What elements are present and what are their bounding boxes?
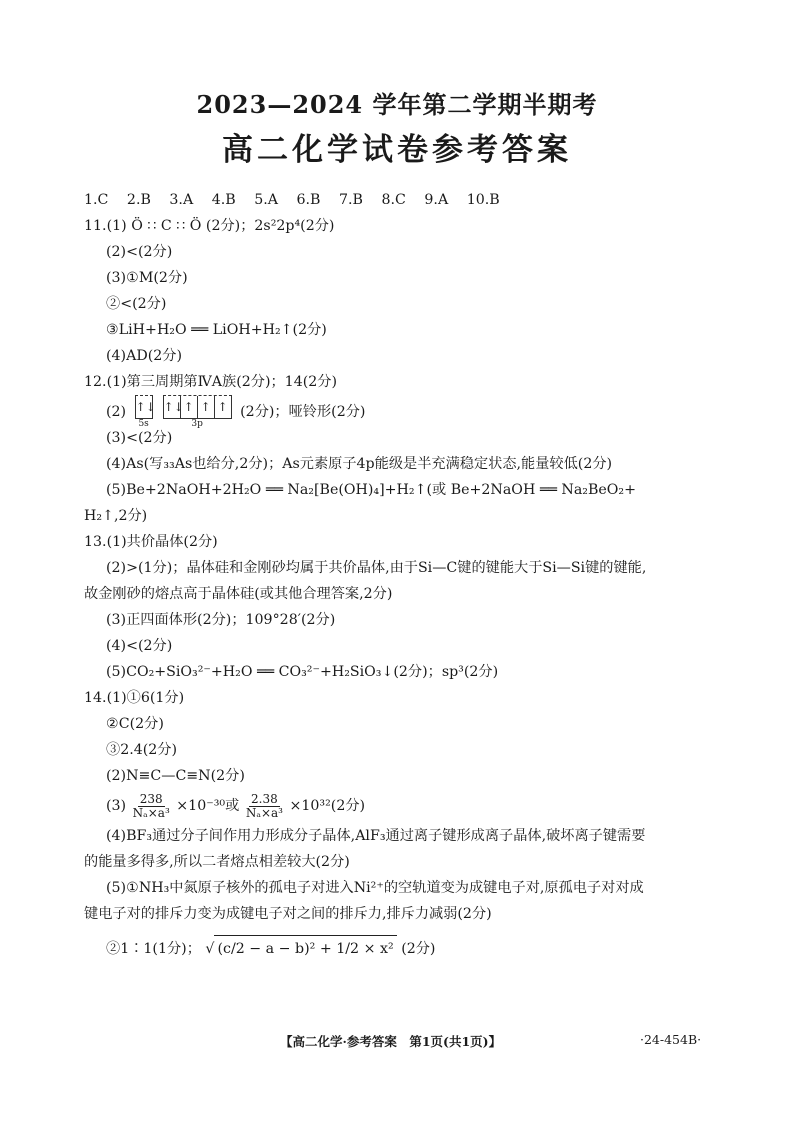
q12-line-1: 12.(1)第三周期第ⅣA族(2分)；14(2分) bbox=[84, 374, 338, 390]
q14-line-8: (5)①NH₃中氮原子核外的孤电子对进入Ni²⁺的空轨道变为成键电子对,原孤电子对对成 bbox=[106, 880, 644, 896]
q14-line-3: ③2.4(2分) bbox=[106, 742, 178, 758]
orbital-label: 3p bbox=[191, 419, 203, 429]
orbital-diagram bbox=[135, 395, 232, 429]
mcq-answer: 5.A bbox=[254, 192, 278, 208]
fraction-numerator: 2.38 bbox=[251, 791, 278, 806]
mcq-answer: 7.B bbox=[339, 192, 363, 208]
q14-line-5 bbox=[84, 789, 734, 823]
q14-line-5-suffix: ×10³²(2分) bbox=[289, 798, 366, 814]
q13-line-4: (3)正四面体形(2分)；109°28′(2分) bbox=[106, 612, 336, 628]
q12-line-2-prefix: (2) bbox=[106, 404, 127, 420]
q14-line-5-prefix: (3) bbox=[106, 798, 127, 814]
q13-line-1: 13.(1)共价晶体(2分) bbox=[84, 534, 218, 550]
q11-line-1 bbox=[84, 213, 734, 239]
q12-line-2-suffix: (2分)；哑铃形(2分) bbox=[240, 404, 366, 420]
q14-line-5-mid: ×10⁻³⁰或 bbox=[176, 798, 240, 814]
orbital-cell: ↑ bbox=[181, 396, 198, 418]
q13-line-5: (4)<(2分) bbox=[106, 638, 173, 654]
mcq-answers-row bbox=[84, 187, 734, 213]
q14-line-10 bbox=[84, 935, 734, 962]
q12-line-5: (5)Be+2NaOH+2H₂O ══ Na₂[Be(OH)₄]+H₂↑(或 Be+2NaOH ══ Na₂BeO₂+ bbox=[106, 482, 637, 498]
q11-line-3: (3)①M(2分) bbox=[106, 270, 188, 286]
mcq-answer: 1.C bbox=[84, 192, 109, 208]
distance-sqrt-expression: (c/2 − a − b)² + 1/2 × x² bbox=[214, 935, 396, 962]
q12-line-3: (3)<(2分) bbox=[106, 430, 173, 446]
q14-line-1: 14.(1)①6(1分) bbox=[84, 690, 185, 706]
fraction-denominator: Nₐ×a³ bbox=[132, 805, 170, 820]
answer-key-title: 高二化学试卷参考答案 bbox=[222, 132, 572, 168]
mcq-answer: 9.A bbox=[424, 192, 449, 208]
q13-line-2: (2)>(1分)；晶体硅和金刚砂均属于共价晶体,由于Si—C键的键能大于Si—Si键的键能, bbox=[106, 560, 647, 576]
density-fraction-2 bbox=[246, 793, 283, 820]
orbital-5s bbox=[135, 395, 156, 429]
orbital-cell: ↑ bbox=[217, 400, 228, 414]
orbital-cell: ↑↓ bbox=[164, 396, 181, 418]
mcq-answer: 4.B bbox=[211, 192, 236, 208]
orbital-cell: ↑ bbox=[198, 396, 215, 418]
mcq-answer: 2.B bbox=[126, 192, 151, 208]
q13-line-6: (5)CO₂+SiO₃²⁻+H₂O ══ CO₃²⁻+H₂SiO₃↓(2分)；sp³(2分) bbox=[106, 664, 499, 680]
orbital-cell: ↑↓ bbox=[135, 400, 156, 414]
q14-line-10-prefix: ②1∶1(1分)； bbox=[106, 941, 201, 957]
footer-page-info: 【高二化学·参考答案 第1页(共1页)】 bbox=[280, 1034, 502, 1049]
co2-electron-formula: Ö ∷ C ∷ Ö bbox=[131, 218, 202, 234]
q11-line-4: ②<(2分) bbox=[106, 296, 167, 312]
density-fraction-1 bbox=[133, 793, 170, 820]
q12-line-2 bbox=[84, 395, 734, 429]
mcq-answer: 10.B bbox=[466, 192, 500, 208]
mcq-answer: 6.B bbox=[296, 192, 321, 208]
mcq-answer: 3.A bbox=[169, 192, 194, 208]
q14-line-6: (4)BF₃通过分子间作用力形成分子晶体,AlF₃通过离子键形成离子晶体,破坏离子键需要 bbox=[106, 828, 646, 844]
answer-body bbox=[84, 187, 734, 962]
q14-line-7: 的能量多得多,所以二者熔点相差较大(2分) bbox=[84, 854, 350, 870]
q12-line-6: H₂↑,2分) bbox=[84, 508, 148, 524]
q11-line-6: (4)AD(2分) bbox=[106, 348, 183, 364]
orbital-3p bbox=[163, 395, 232, 429]
q13-line-3: 故金刚砂的熔点高于晶体硅(或其他合理答案,2分) bbox=[84, 586, 393, 602]
sqrt-symbol: √ bbox=[205, 941, 215, 957]
q11-line-2: (2)<(2分) bbox=[106, 244, 173, 260]
fraction-denominator: Nₐ×a³ bbox=[245, 805, 283, 820]
q12-line-4: (4)As(写₃₃As也给分,2分)；As元素原子4p能级是半充满稳定状态,能量较低(2分) bbox=[106, 456, 613, 472]
q14-line-9: 键电子对的排斥力变为成键电子对之间的排斥力,排斥力减弱(2分) bbox=[84, 906, 492, 922]
q14-line-10-suffix: (2分) bbox=[401, 941, 436, 957]
mcq-answer: 8.C bbox=[381, 192, 406, 208]
q11-line-1-rest: (2分)；2s²2p⁴(2分) bbox=[205, 218, 335, 234]
footer-code: ·24-454B· bbox=[640, 1032, 702, 1047]
q11-line-5: ③LiH+H₂O ══ LiOH+H₂↑(2分) bbox=[106, 322, 327, 338]
q14-line-2: ②C(2分) bbox=[106, 716, 164, 732]
orbital-label: 5s bbox=[138, 419, 149, 429]
q14-line-4: (2)N≡C—C≡N(2分) bbox=[106, 768, 245, 784]
fraction-numerator: 238 bbox=[139, 791, 163, 806]
exam-term-title: 2023—2024 学年第二学期半期考 bbox=[196, 90, 598, 119]
q11-prefix: 11.(1) bbox=[84, 218, 127, 234]
